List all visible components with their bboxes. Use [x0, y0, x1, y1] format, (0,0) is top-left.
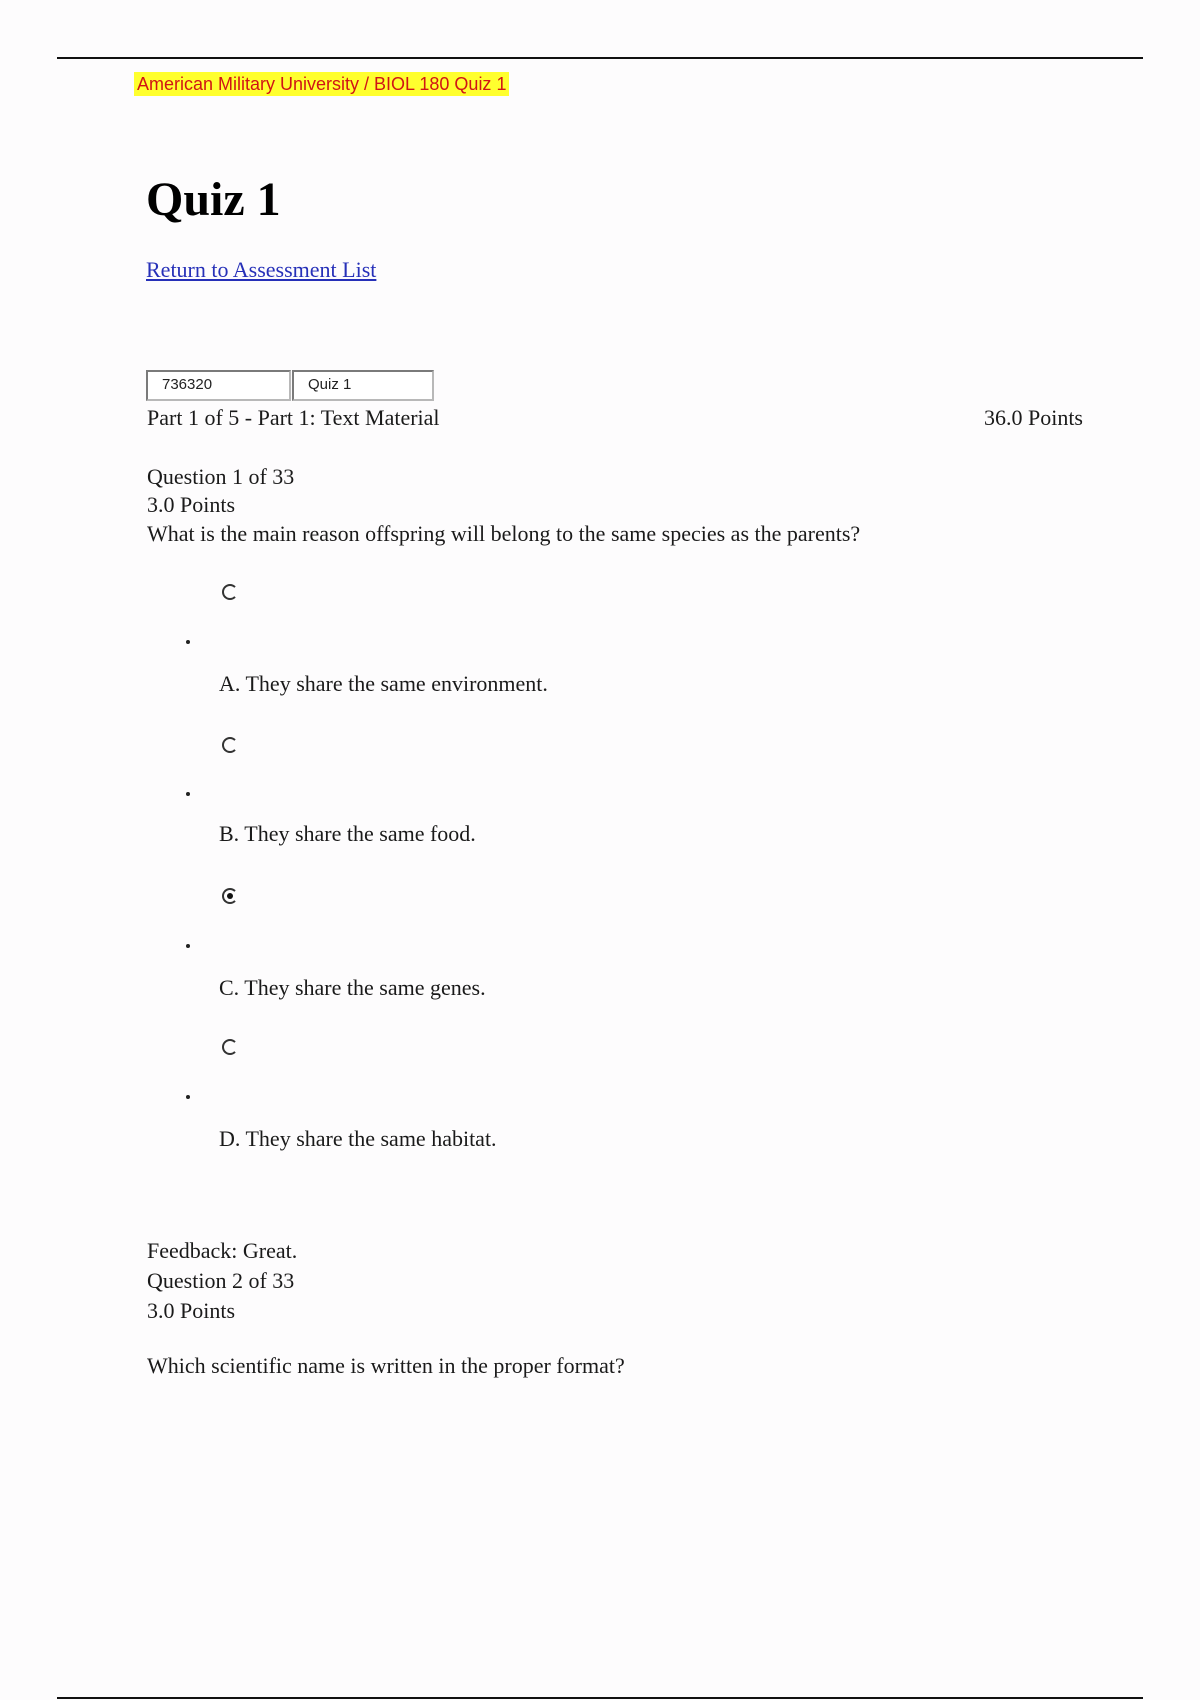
question-points: 3.0 Points — [147, 1298, 236, 1323]
list-bullet — [186, 792, 190, 796]
question-number: Question 2 of 33 — [147, 1268, 295, 1293]
option-d-radio[interactable] — [222, 1039, 238, 1055]
list-bullet — [186, 944, 190, 948]
assessment-id-box: 736320 — [146, 370, 291, 401]
option-b-label: B. They share the same food. — [219, 821, 476, 846]
question-feedback: Feedback: Great. — [147, 1238, 298, 1263]
bottom-rule — [57, 1697, 1143, 1699]
option-a-label: A. They share the same environment. — [219, 671, 548, 696]
list-bullet — [186, 640, 190, 644]
assessment-name-box: Quiz 1 — [292, 370, 434, 401]
option-c-label: C. They share the same genes. — [219, 975, 486, 1000]
part-points: 36.0 Points — [983, 405, 1083, 430]
top-rule — [57, 57, 1143, 59]
option-b-radio[interactable] — [222, 737, 238, 753]
question-text: Which scientific name is written in the proper format? — [147, 1353, 625, 1378]
list-bullet — [186, 1095, 190, 1099]
page-title: Quiz 1 — [146, 173, 281, 226]
question-text: What is the main reason offspring will belong to the same species as the parents? — [147, 521, 861, 546]
option-a-radio[interactable] — [222, 584, 238, 600]
return-to-assessment-list-link[interactable]: Return to Assessment List — [146, 257, 377, 282]
option-d-label: D. They share the same habitat. — [219, 1126, 497, 1151]
option-c-radio[interactable] — [222, 888, 238, 904]
question-number: Question 1 of 33 — [147, 464, 295, 489]
question-points: 3.0 Points — [147, 492, 236, 517]
part-title: Part 1 of 5 - Part 1: Text Material — [147, 405, 440, 430]
course-banner: American Military University / BIOL 180 Quiz 1 — [134, 72, 509, 96]
